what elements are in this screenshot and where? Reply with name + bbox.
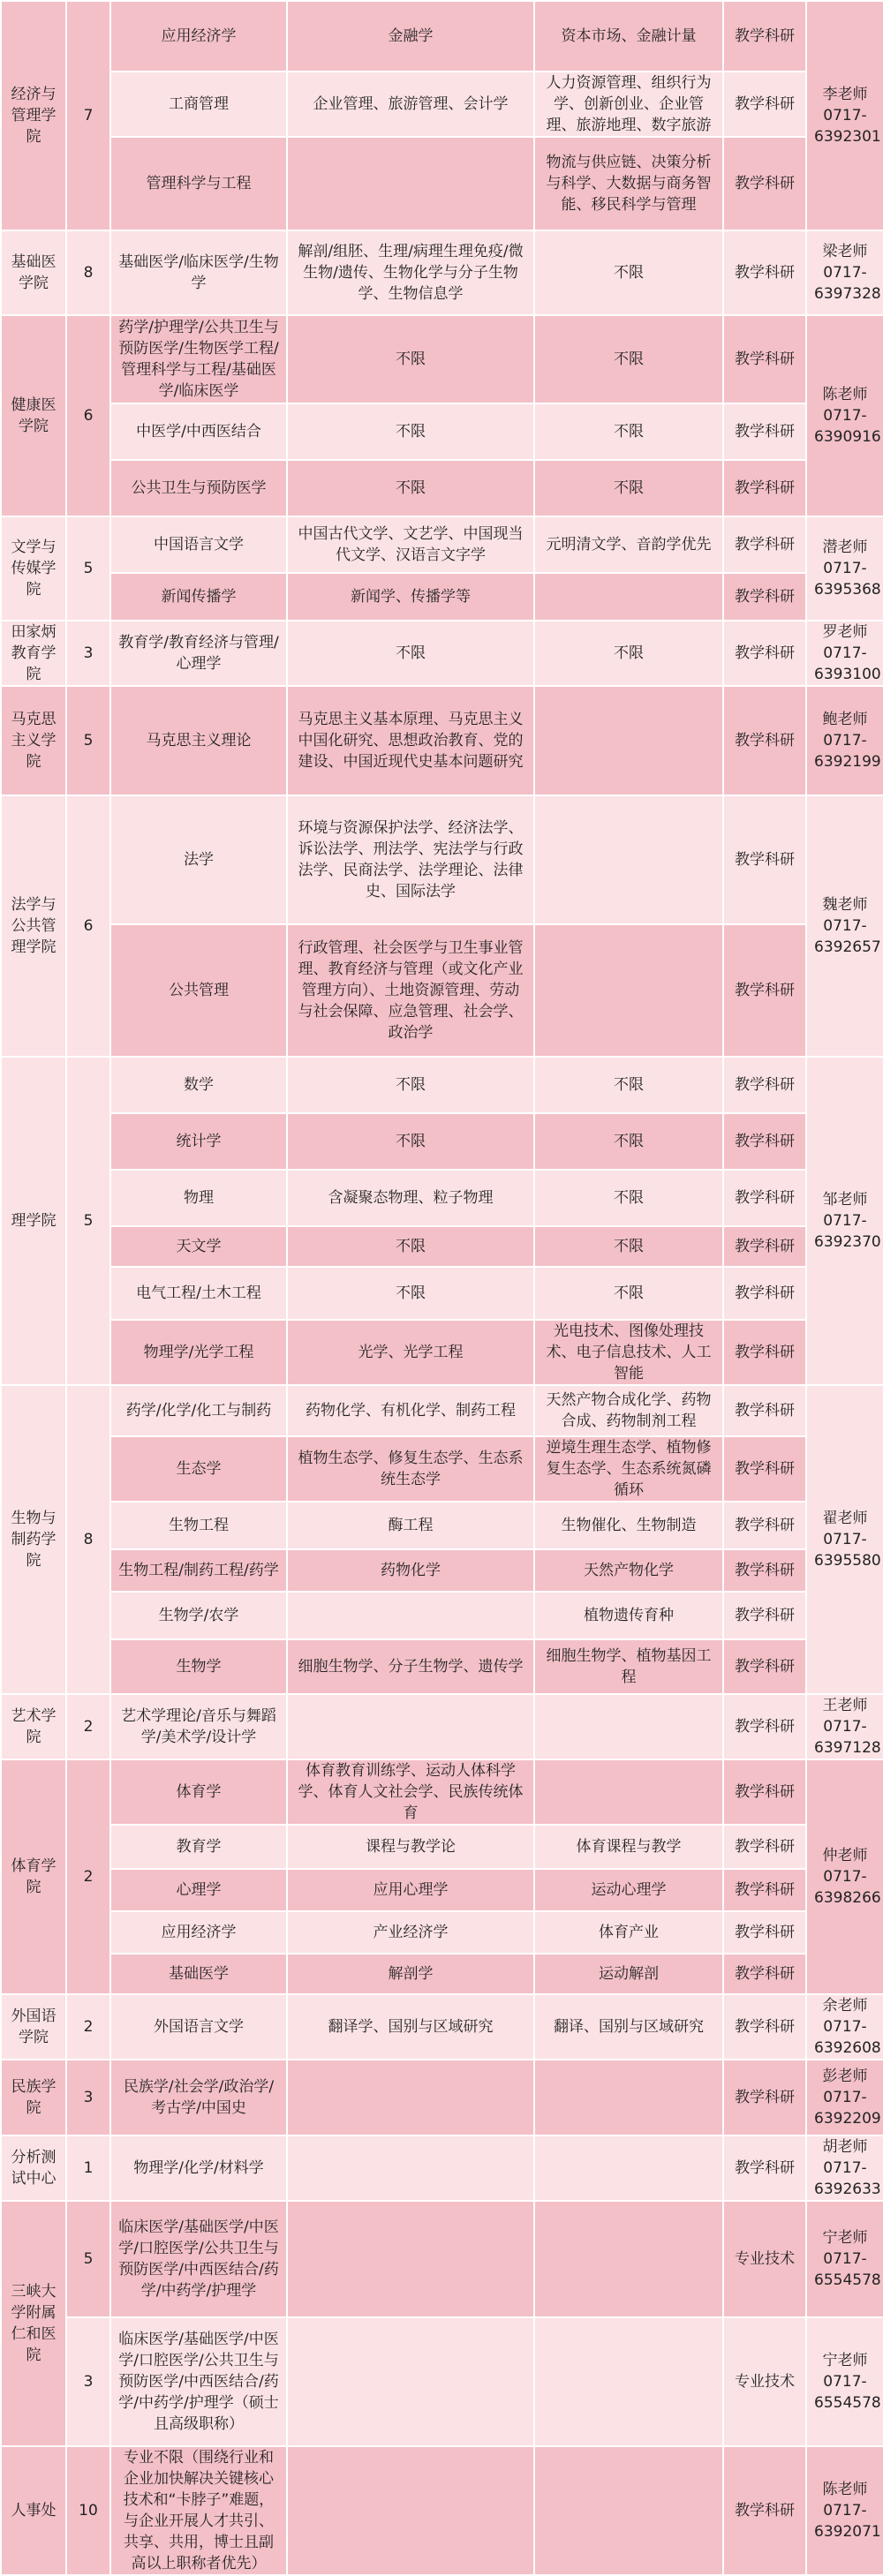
field-cell [287, 2060, 534, 2135]
major-cell: 药学/护理学/公共卫生与预防医学/生物医学工程/管理科学与工程/基础医学/临床医学 [110, 315, 287, 403]
contact-cell: 宁老师 0717-6554578 [806, 2201, 883, 2317]
direction-cell: 逆境生理生态学、植物修复生态学、生态系统氮磷循环 [534, 1436, 723, 1502]
major-cell: 药学/化学/化工与制药 [110, 1385, 287, 1436]
major-cell: 生物学 [110, 1639, 287, 1694]
position-type-cell: 教学科研 [723, 686, 806, 795]
table-row [1, 72, 883, 137]
direction-cell [534, 2060, 723, 2135]
field-cell: 应用心理学 [287, 1869, 534, 1911]
table-row [1, 1639, 883, 1694]
contact-cell: 李老师 0717-6392301 [806, 1, 883, 230]
recruit-count: 3 [66, 2060, 110, 2135]
field-cell: 含凝聚态物理、粒子物理 [287, 1170, 534, 1226]
direction-cell [534, 2446, 723, 2575]
table-row [1, 1170, 883, 1226]
table-row [1, 1994, 883, 2060]
position-type-cell: 教学科研 [723, 137, 806, 230]
position-type-cell: 教学科研 [723, 1825, 806, 1869]
position-type-cell: 专业技术 [723, 2317, 806, 2446]
position-type-cell: 教学科研 [723, 516, 806, 573]
field-cell: 课程与教学论 [287, 1825, 534, 1869]
major-cell: 外国语言文学 [110, 1994, 287, 2060]
major-cell: 管理科学与工程 [110, 137, 287, 230]
position-type-cell: 教学科研 [723, 1057, 806, 1113]
major-cell: 物理学/化学/材料学 [110, 2135, 287, 2201]
table-row [1, 924, 883, 1057]
field-cell: 翻译学、国别与区域研究 [287, 1994, 534, 2060]
direction-cell: 植物遗传育种 [534, 1592, 723, 1639]
unit-name: 文学与传媒学院 [1, 516, 66, 621]
position-type-cell: 教学科研 [723, 230, 806, 315]
unit-name: 马克思主义学院 [1, 686, 66, 795]
position-type-cell: 教学科研 [723, 403, 806, 460]
major-cell: 艺术学理论/音乐与舞蹈学/美术学/设计学 [110, 1694, 287, 1759]
table-row [1, 1226, 883, 1267]
recruit-count: 2 [66, 1994, 110, 2060]
position-type-cell: 教学科研 [723, 1502, 806, 1549]
position-type-cell: 教学科研 [723, 460, 806, 516]
field-cell: 环境与资源保护法学、经济法学、诉讼法学、刑法学、宪法学与行政法学、民商法学、法学理论、法律史、国际法学 [287, 795, 534, 924]
field-cell: 不限 [287, 1057, 534, 1113]
major-cell: 专业不限（围绕行业和企业加快解决关键核心技术和“卡脖子”难题，与企业开展人才共引、共享、共用，博士且副高以上职称者优先） [110, 2446, 287, 2575]
field-cell [287, 2135, 534, 2201]
contact-cell: 罗老师 0717-6393100 [806, 621, 883, 686]
direction-cell: 光电技术、图像处理技术、电子信息技术、人工智能 [534, 1320, 723, 1385]
field-cell: 植物生态学、修复生态学、生态系统生态学 [287, 1436, 534, 1502]
unit-name: 法学与公共管理学院 [1, 795, 66, 1057]
field-cell [287, 1694, 534, 1759]
contact-cell: 彭老师 0717-6392209 [806, 2060, 883, 2135]
contact-cell: 胡老师 0717-6392633 [806, 2135, 883, 2201]
unit-name: 基础医学院 [1, 230, 66, 315]
recruit-count: 2 [66, 1694, 110, 1759]
position-type-cell: 教学科研 [723, 1911, 806, 1954]
major-cell: 教育学 [110, 1825, 287, 1869]
direction-cell: 体育课程与教学 [534, 1825, 723, 1869]
direction-cell: 元明清文学、音韵学优先 [534, 516, 723, 573]
field-cell [287, 2201, 534, 2317]
contact-cell: 潜老师 0717-6395368 [806, 516, 883, 621]
recruit-count: 2 [66, 1759, 110, 1994]
unit-name: 经济与管理学院 [1, 1, 66, 230]
field-cell [287, 2446, 534, 2575]
direction-cell: 不限 [534, 1057, 723, 1113]
table-row [1, 1267, 883, 1320]
position-type-cell: 教学科研 [723, 1113, 806, 1170]
position-type-cell: 专业技术 [723, 2201, 806, 2317]
position-type-cell: 教学科研 [723, 315, 806, 403]
direction-cell: 不限 [534, 1267, 723, 1320]
major-cell: 天文学 [110, 1226, 287, 1267]
major-cell: 中医学/中西医结合 [110, 403, 287, 460]
table-row [1, 1057, 883, 1113]
field-cell: 不限 [287, 403, 534, 460]
direction-cell: 体育产业 [534, 1911, 723, 1954]
contact-cell: 翟老师 0717-6395580 [806, 1385, 883, 1694]
direction-cell: 不限 [534, 621, 723, 686]
contact-cell: 余老师 0717-6392608 [806, 1994, 883, 2060]
field-cell: 不限 [287, 1113, 534, 1170]
field-cell: 行政管理、社会医学与卫生事业管理、教育经济与管理（或文化产业管理方向）、土地资源管理、劳动与社会保障、应急管理、社会学、政治学 [287, 924, 534, 1057]
major-cell: 马克思主义理论 [110, 686, 287, 795]
recruit-count: 3 [66, 621, 110, 686]
major-cell: 生态学 [110, 1436, 287, 1502]
field-cell: 中国古代文学、文艺学、中国现当代文学、汉语言文字学 [287, 516, 534, 573]
major-cell: 心理学 [110, 1869, 287, 1911]
major-cell: 中国语言文学 [110, 516, 287, 573]
field-cell: 解剖/组胚、生理/病理生理免疫/微生物/遗传、生物化学与分子生物学、生物信息学 [287, 230, 534, 315]
direction-cell: 天然产物化学 [534, 1549, 723, 1592]
recruit-count: 8 [66, 1385, 110, 1694]
direction-cell: 翻译、国别与区域研究 [534, 1994, 723, 2060]
unit-name: 三峡大学附属仁和医院 [1, 2201, 66, 2446]
unit-name: 分析测试中心 [1, 2135, 66, 2201]
field-cell [287, 137, 534, 230]
field-cell: 不限 [287, 460, 534, 516]
table-row [1, 1759, 883, 1825]
field-cell [287, 1592, 534, 1639]
direction-cell [534, 924, 723, 1057]
recruit-count: 5 [66, 686, 110, 795]
position-type-cell: 教学科研 [723, 621, 806, 686]
direction-cell: 不限 [534, 1113, 723, 1170]
major-cell: 生物工程 [110, 1502, 287, 1549]
field-cell: 药物化学、有机化学、制药工程 [287, 1385, 534, 1436]
position-type-cell: 教学科研 [723, 1592, 806, 1639]
direction-cell: 运动解剖 [534, 1954, 723, 1994]
field-cell: 解剖学 [287, 1954, 534, 1994]
position-type-cell: 教学科研 [723, 1954, 806, 1994]
direction-cell: 生物催化、生物制造 [534, 1502, 723, 1549]
recruit-count: 1 [66, 2135, 110, 2201]
direction-cell: 细胞生物学、植物基因工程 [534, 1639, 723, 1694]
contact-cell: 邹老师 0717-6392370 [806, 1057, 883, 1385]
recruit-count: 3 [66, 2317, 110, 2446]
recruit-count: 8 [66, 230, 110, 315]
position-type-cell: 教学科研 [723, 1320, 806, 1385]
direction-cell [534, 573, 723, 621]
table-row [1, 1869, 883, 1911]
recruit-count: 5 [66, 1057, 110, 1385]
unit-name: 田家炳教育学院 [1, 621, 66, 686]
recruit-count: 6 [66, 315, 110, 516]
contact-cell: 王老师 0717-6397128 [806, 1694, 883, 1759]
table-row [1, 1436, 883, 1502]
major-cell: 基础医学/临床医学/生物学 [110, 230, 287, 315]
position-type-cell: 教学科研 [723, 1694, 806, 1759]
table-row [1, 1825, 883, 1869]
position-type-cell: 教学科研 [723, 1267, 806, 1320]
unit-name: 民族学院 [1, 2060, 66, 2135]
major-cell: 临床医学/基础医学/中医学/口腔医学/公共卫生与预防医学/中西医结合/药学/中药学/护理学（硕士且高级职称） [110, 2317, 287, 2446]
position-type-cell: 教学科研 [723, 795, 806, 924]
table-row [1, 1320, 883, 1385]
table-row [1, 1954, 883, 1994]
table-row [1, 403, 883, 460]
table-row [1, 2060, 883, 2135]
direction-cell: 资本市场、金融计量 [534, 1, 723, 72]
major-cell: 教育学/教育经济与管理/心理学 [110, 621, 287, 686]
table-row [1, 2446, 883, 2575]
table-row [1, 1113, 883, 1170]
direction-cell: 不限 [534, 1170, 723, 1226]
field-cell: 企业管理、旅游管理、会计学 [287, 72, 534, 137]
field-cell: 不限 [287, 621, 534, 686]
major-cell: 应用经济学 [110, 1911, 287, 1954]
recruit-count: 5 [66, 2201, 110, 2317]
direction-cell: 运动心理学 [534, 1869, 723, 1911]
direction-cell: 不限 [534, 1226, 723, 1267]
position-type-cell: 教学科研 [723, 1170, 806, 1226]
position-type-cell: 教学科研 [723, 2060, 806, 2135]
direction-cell: 不限 [534, 460, 723, 516]
major-cell: 物理学/光学工程 [110, 1320, 287, 1385]
table-row [1, 795, 883, 924]
field-cell: 不限 [287, 1226, 534, 1267]
position-type-cell: 教学科研 [723, 1, 806, 72]
table-row [1, 1385, 883, 1436]
table-row [1, 516, 883, 573]
major-cell: 数学 [110, 1057, 287, 1113]
table-row [1, 315, 883, 403]
major-cell: 应用经济学 [110, 1, 287, 72]
direction-cell: 人力资源管理、组织行为学、创新创业、企业管理、旅游地理、数字旅游 [534, 72, 723, 137]
major-cell: 新闻传播学 [110, 573, 287, 621]
position-type-cell: 教学科研 [723, 72, 806, 137]
unit-name: 人事处 [1, 2446, 66, 2575]
unit-name: 艺术学院 [1, 1694, 66, 1759]
major-cell: 物理 [110, 1170, 287, 1226]
major-cell: 临床医学/基础医学/中医学/口腔医学/公共卫生与预防医学/中西医结合/药学/中药学/护理学 [110, 2201, 287, 2317]
position-type-cell: 教学科研 [723, 1639, 806, 1694]
major-cell: 体育学 [110, 1759, 287, 1825]
direction-cell [534, 2201, 723, 2317]
position-type-cell: 教学科研 [723, 1549, 806, 1592]
major-cell: 法学 [110, 795, 287, 924]
position-type-cell: 教学科研 [723, 1994, 806, 2060]
direction-cell: 不限 [534, 230, 723, 315]
major-cell: 电气工程/土木工程 [110, 1267, 287, 1320]
table-row [1, 1, 883, 72]
field-cell: 不限 [287, 1267, 534, 1320]
position-type-cell: 教学科研 [723, 2446, 806, 2575]
field-cell: 药物化学 [287, 1549, 534, 1592]
table-row [1, 686, 883, 795]
major-cell: 公共卫生与预防医学 [110, 460, 287, 516]
field-cell: 产业经济学 [287, 1911, 534, 1954]
contact-cell: 鲍老师 0717-6392199 [806, 686, 883, 795]
field-cell: 金融学 [287, 1, 534, 72]
contact-cell: 陈老师 0717-6392071 [806, 2446, 883, 2575]
direction-cell [534, 1759, 723, 1825]
major-cell: 工商管理 [110, 72, 287, 137]
position-type-cell: 教学科研 [723, 573, 806, 621]
unit-name: 体育学院 [1, 1759, 66, 1994]
field-cell: 酶工程 [287, 1502, 534, 1549]
direction-cell [534, 2317, 723, 2446]
position-type-cell: 教学科研 [723, 1226, 806, 1267]
field-cell: 光学、光学工程 [287, 1320, 534, 1385]
field-cell [287, 2317, 534, 2446]
table-row [1, 1549, 883, 1592]
major-cell: 生物工程/制药工程/药学 [110, 1549, 287, 1592]
recruit-count: 7 [66, 1, 110, 230]
unit-name: 理学院 [1, 1057, 66, 1385]
table-row [1, 2135, 883, 2201]
direction-cell: 不限 [534, 315, 723, 403]
position-type-cell: 教学科研 [723, 1436, 806, 1502]
direction-cell: 物流与供应链、决策分析与科学、大数据与商务智能、移民科学与管理 [534, 137, 723, 230]
table-row [1, 137, 883, 230]
major-cell: 民族学/社会学/政治学/考古学/中国史 [110, 2060, 287, 2135]
field-cell: 体育教育训练学、运动人体科学学、体育人文社会学、民族传统体育 [287, 1759, 534, 1825]
position-type-cell: 教学科研 [723, 2135, 806, 2201]
unit-name: 外国语学院 [1, 1994, 66, 2060]
contact-cell: 陈老师 0717-6390916 [806, 315, 883, 516]
major-cell: 生物学/农学 [110, 1592, 287, 1639]
table-row [1, 621, 883, 686]
position-type-cell: 教学科研 [723, 924, 806, 1057]
field-cell: 马克思主义基本原理、马克思主义中国化研究、思想政治教育、党的建设、中国近现代史基本问题研究 [287, 686, 534, 795]
direction-cell [534, 686, 723, 795]
major-cell: 基础医学 [110, 1954, 287, 1994]
recruit-count: 6 [66, 795, 110, 1057]
direction-cell [534, 2135, 723, 2201]
position-type-cell: 教学科研 [723, 1759, 806, 1825]
contact-cell: 宁老师 0717-6554578 [806, 2317, 883, 2446]
direction-cell: 不限 [534, 403, 723, 460]
direction-cell: 天然产物合成化学、药物合成、药物制剂工程 [534, 1385, 723, 1436]
direction-cell [534, 1694, 723, 1759]
contact-cell: 魏老师 0717-6392657 [806, 795, 883, 1057]
table-row [1, 1694, 883, 1759]
table-row [1, 1502, 883, 1549]
table-row [1, 230, 883, 315]
position-type-cell: 教学科研 [723, 1385, 806, 1436]
table-row [1, 573, 883, 621]
contact-cell: 仲老师 0717-6398266 [806, 1759, 883, 1994]
table-row [1, 2317, 883, 2446]
table-row [1, 460, 883, 516]
recruit-count: 10 [66, 2446, 110, 2575]
unit-name: 健康医学院 [1, 315, 66, 516]
table-row [1, 1911, 883, 1954]
major-cell: 统计学 [110, 1113, 287, 1170]
field-cell: 不限 [287, 315, 534, 403]
unit-name: 生物与制药学院 [1, 1385, 66, 1694]
position-type-cell: 教学科研 [723, 1869, 806, 1911]
recruit-count: 5 [66, 516, 110, 621]
contact-cell: 梁老师 0717-6397328 [806, 230, 883, 315]
table-row [1, 1592, 883, 1639]
major-cell: 公共管理 [110, 924, 287, 1057]
table-row [1, 2201, 883, 2317]
field-cell: 新闻学、传播学等 [287, 573, 534, 621]
field-cell: 细胞生物学、分子生物学、遗传学 [287, 1639, 534, 1694]
direction-cell [534, 795, 723, 924]
